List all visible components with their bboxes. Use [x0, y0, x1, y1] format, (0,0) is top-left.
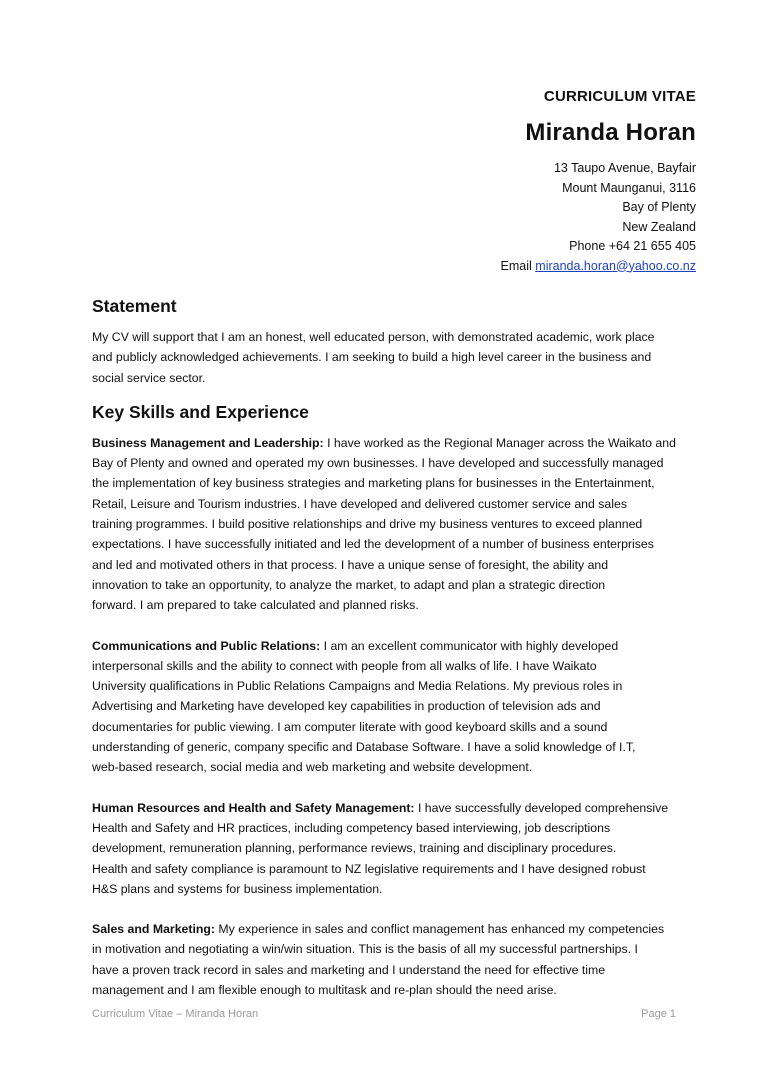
- skill-title: Business Management and Leadership:: [92, 435, 324, 450]
- address-line: Mount Maunganui, 3116: [562, 180, 696, 195]
- paragraph-line: Retail, Leisure and Tourism industries. I have developed and delivered customer service and sales: [92, 496, 627, 511]
- paragraph-line: innovation to take an opportunity, to analyze the market, to adapt and plan a strategic direction: [92, 577, 606, 592]
- skill-title: Human Resources and Health and Safety Management:: [92, 800, 415, 815]
- paragraph-line: Bay of Plenty and owned and operated my own businesses. I have developed and successfully managed: [92, 456, 664, 471]
- paragraph-line: training programmes. I build positive relationships and drive my business ventures to exceed planned: [92, 517, 643, 532]
- phone-line: Phone +64 21 655 405: [569, 239, 696, 253]
- address-line: 13 Taupo Avenue, Bayfair: [553, 161, 696, 175]
- skill-text: My experience in sales and conflict management has enhanced my competencies: [215, 922, 665, 937]
- paragraph-line: documentaries for public viewing. I am computer literate with good keyboard skills and a sound: [92, 719, 608, 734]
- paragraph-line: development, remuneration planning, performance reviews, training and disciplinary procedures.: [92, 841, 617, 856]
- footer-title: Curriculum Vitae – Miranda Horan: [92, 1008, 259, 1020]
- paragraph-line: [92, 919, 696, 939]
- cv-header: [501, 88, 696, 276]
- skill-text: I am an excellent communicator with highly developed: [320, 638, 619, 653]
- skill-sales-marketing: [92, 919, 696, 1000]
- paragraph-line: interpersonal skills and the ability to connect with people from all walks of life. I have Waikato: [92, 658, 597, 673]
- email-link[interactable]: miranda.horan@yahoo.co.nz: [535, 258, 696, 273]
- paragraph-line: forward. I am prepared to take calculated and planned risks.: [92, 598, 419, 613]
- skill-business-management: [92, 433, 696, 616]
- statement-heading: Statement: [92, 296, 177, 316]
- paragraph-line: Health and safety compliance is paramount to NZ legislative requirements and I have designed robust: [92, 861, 646, 876]
- skill-title: Communications and Public Relations:: [92, 638, 321, 653]
- paragraph-line: [92, 798, 696, 818]
- paragraph-line: and publicly acknowledged achievements. I am seeking to build a high level career in the business and: [92, 350, 652, 365]
- skill-human-resources: [92, 798, 696, 899]
- paragraph-line: understanding of generic, company specific and Database Software. I have a solid knowledge of I.T,: [92, 740, 636, 755]
- paragraph-line: social service sector.: [92, 370, 206, 385]
- paragraph-line: have a proven track record in sales and marketing and I understand the need for effective time: [92, 962, 606, 977]
- address-line: New Zealand: [622, 219, 696, 234]
- paragraph-line: the implementation of key business strategies and marketing plans for businesses in the Entertainment,: [92, 476, 655, 491]
- skill-title: Sales and Marketing:: [92, 922, 216, 937]
- email-label: Email: [500, 258, 532, 273]
- paragraph-line: and led and motivated others in that process. I have a unique sense of foresight, the ability and: [92, 557, 609, 572]
- paragraph-line: in motivation and negotiating a win/win situation. This is the basis of all my successful partnerships. I: [92, 942, 638, 957]
- paragraph-line: University qualifications in Public Relations Campaigns and Media Relations. My previous roles in: [92, 679, 623, 694]
- page-number: Page 1: [641, 1008, 676, 1020]
- cv-body: [92, 296, 696, 1000]
- paragraph-line: Advertising and Marketing have developed key capabilities in production of television ads and: [92, 699, 601, 714]
- paragraph-line: H&S plans and systems for business implementation.: [92, 881, 383, 896]
- address-line: Bay of Plenty: [622, 200, 696, 214]
- paragraph-line: [92, 636, 696, 656]
- paragraph-line: My CV will support that I am an honest, well educated person, with demonstrated academic, work place: [92, 330, 655, 344]
- statement-paragraph: [92, 327, 696, 388]
- paragraph-line: expectations. I have successfully initiated and led the development of a number of business enterprises: [92, 537, 654, 552]
- skill-text: I have successfully developed comprehensive: [414, 800, 669, 815]
- skill-text: I have worked as the Regional Manager across the Waikato and: [323, 435, 676, 450]
- email-line: [501, 257, 696, 277]
- page-footer: [92, 1008, 676, 1020]
- person-name: Miranda Horan: [525, 119, 696, 146]
- paragraph-line: management and I am flexible enough to multitask and re-plan should the need arise.: [92, 983, 557, 998]
- skills-heading: Key Skills and Experience: [92, 401, 309, 422]
- paragraph-line: web-based research, social media and web marketing and website development.: [92, 760, 533, 775]
- paragraph-line: Health and Safety and HR practices, including competency based interviewing, job descriptions: [92, 820, 611, 835]
- paragraph-line: [92, 433, 696, 453]
- skill-communications: [92, 636, 696, 778]
- document-title: CURRICULUM VITAE: [543, 88, 696, 105]
